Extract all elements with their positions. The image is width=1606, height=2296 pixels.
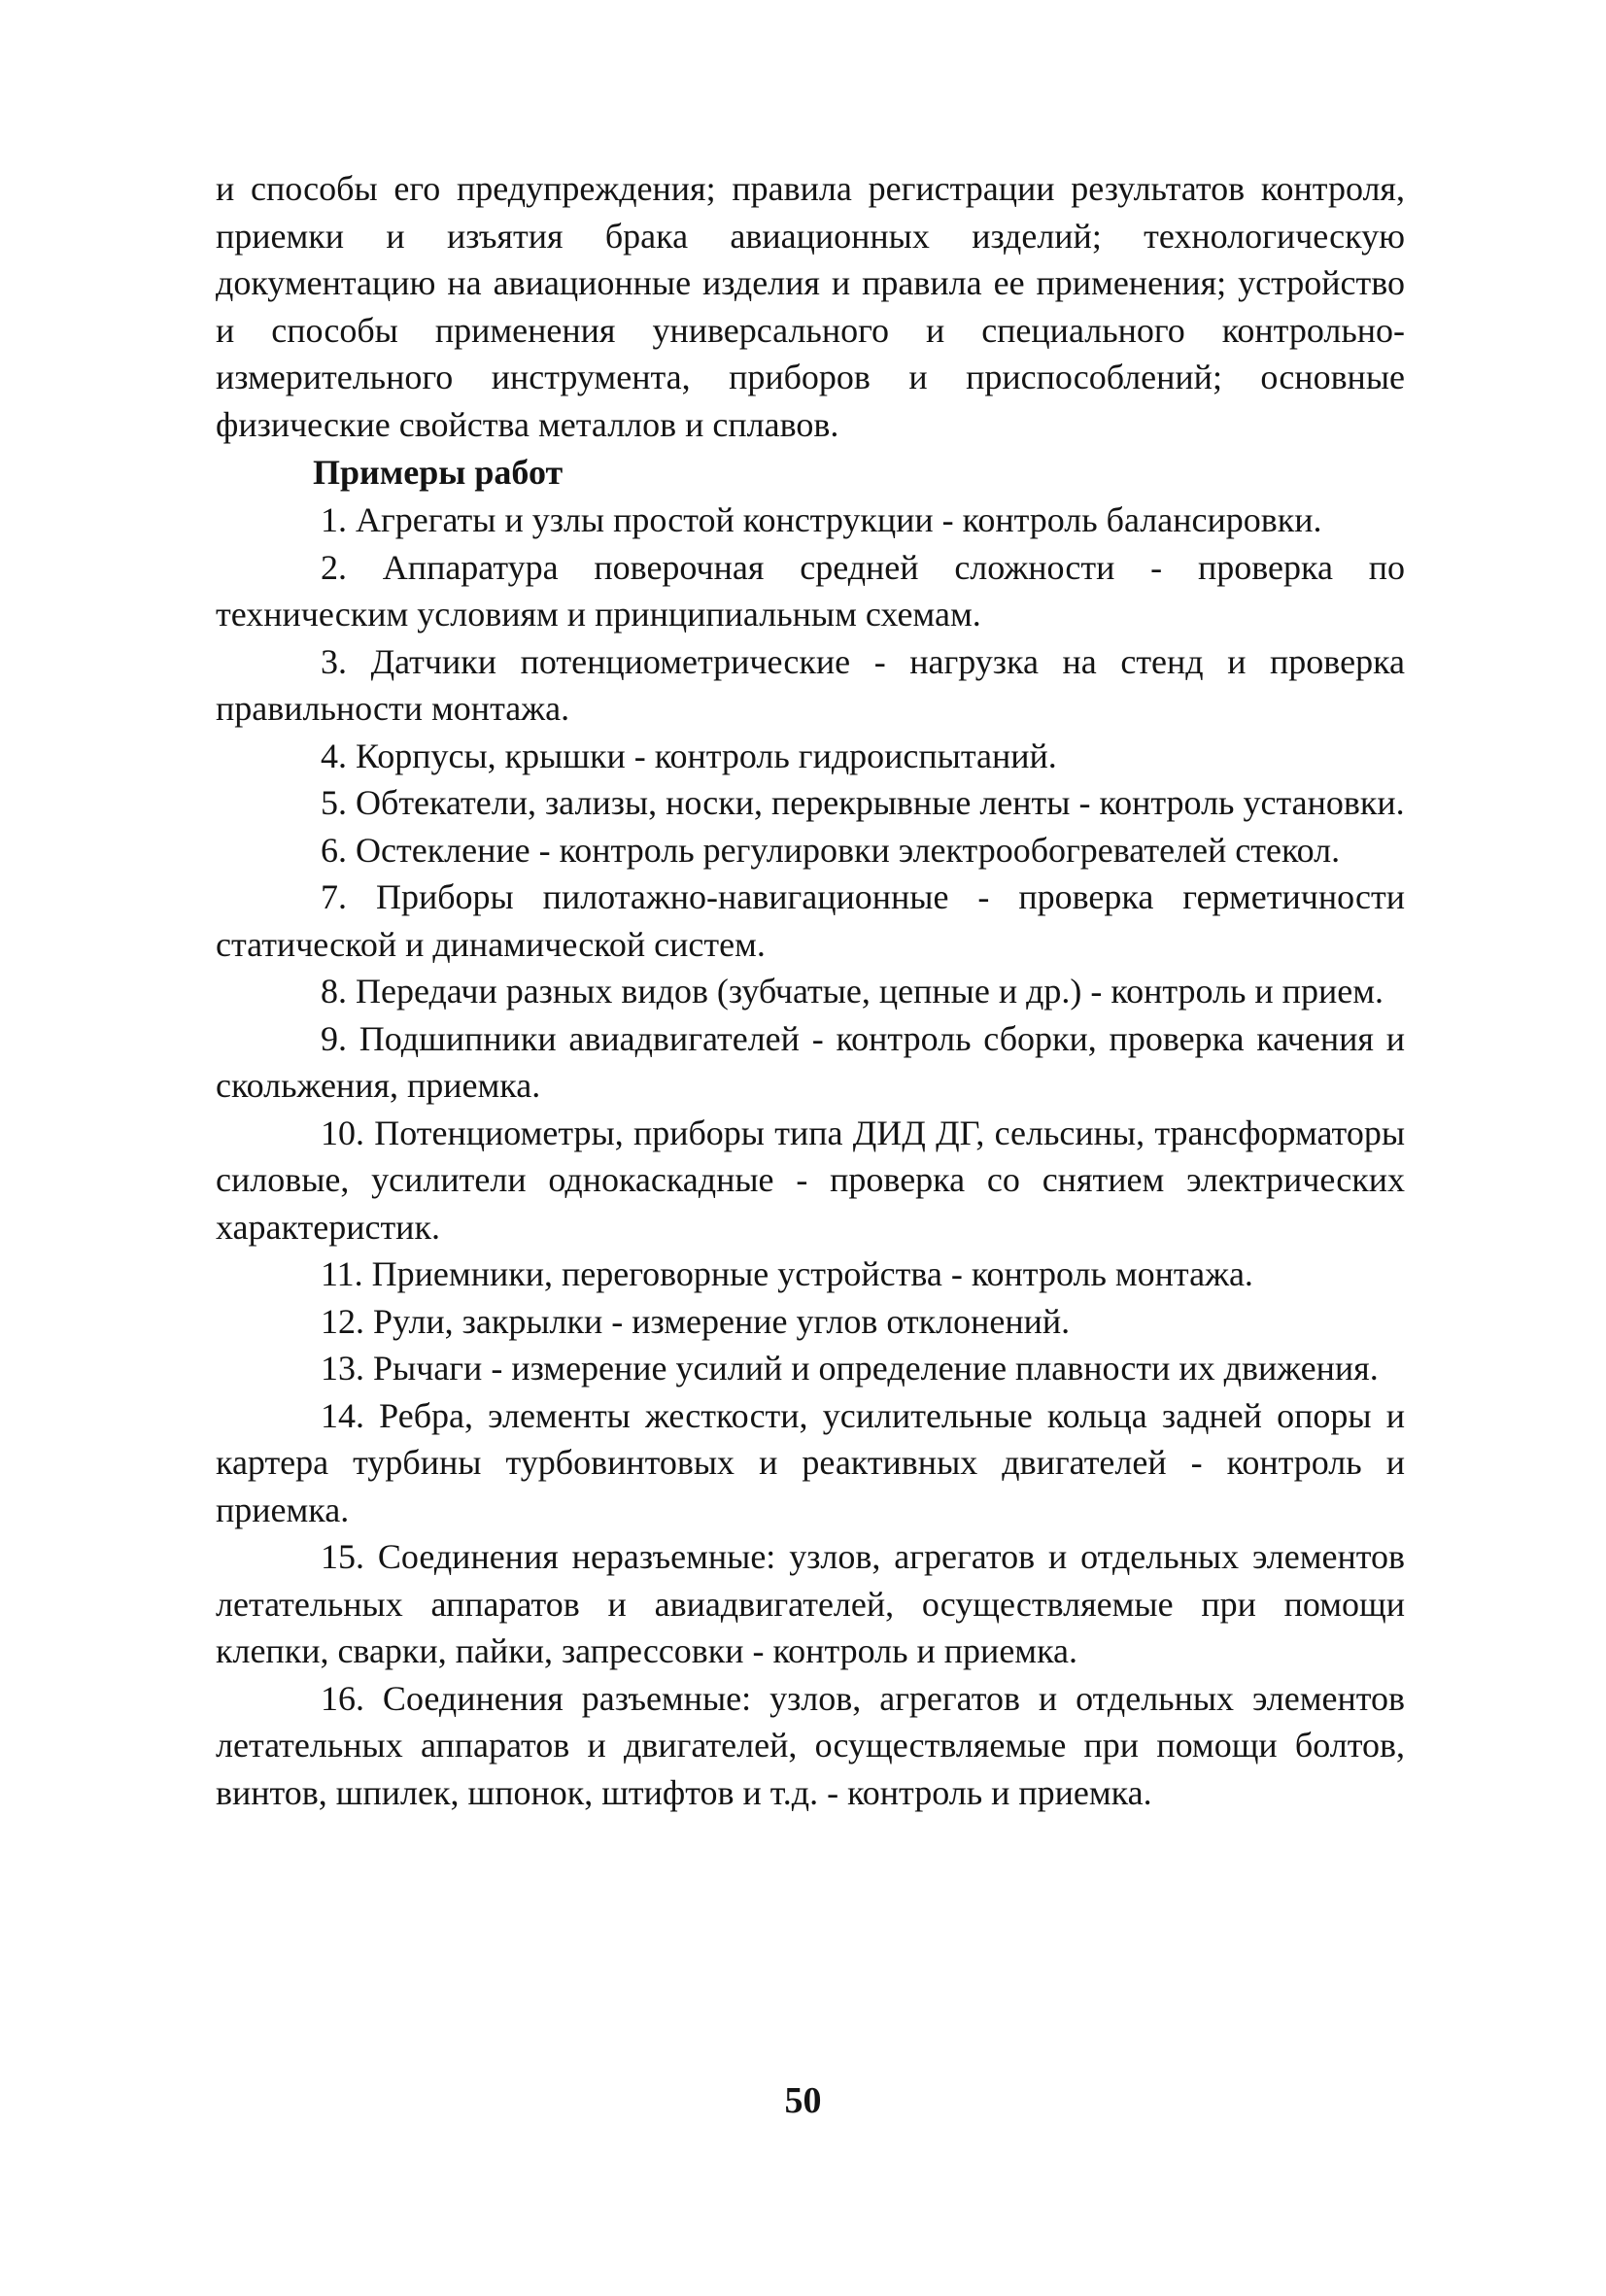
list-item: 15. Соединения неразъемные: узлов, агрегатов и отдельных элементов летательных аппаратов и авиадвигателей, осуществляемые при помощи клепки, сварки, пайки, запрессовки - контроль и приемка. xyxy=(216,1537,1405,1670)
list-item: 12. Рули, закрылки - измерение углов отклонений. xyxy=(321,1301,1071,1341)
section-heading: Примеры работ xyxy=(313,453,564,492)
list-item: 3. Датчики потенциометрические - нагрузка на стенд и проверка правильности монтажа. xyxy=(216,641,1405,728)
body-text xyxy=(216,165,1405,1816)
list-item: 14. Ребра, элементы жесткости, усилительные кольца задней опоры и картера турбины турбовинтовых и реактивных двигателей - контроль и приемка. xyxy=(216,1395,1405,1529)
list-item: 1. Агрегаты и узлы простой конструкции - контроль балансировки. xyxy=(321,500,1322,539)
list-item: 5. Обтекатели, зализы, носки, перекрывные ленты - контроль установки. xyxy=(321,783,1405,822)
list-item: 13. Рычаги - измерение усилий и определение плавности их движения. xyxy=(321,1349,1379,1388)
list-item: 16. Соединения разъемные: узлов, агрегатов и отдельных элементов летательных аппаратов и двигателей, осуществляемые при помощи болтов, винтов, шпилек, шпонок, штифтов и т.д. - контроль и приемка. xyxy=(216,1678,1405,1812)
list-item: 6. Остекление - контроль регулировки электрообогревателей стекол. xyxy=(321,830,1341,870)
page-number: 50 xyxy=(784,2080,822,2121)
list-item: 10. Потенциометры, приборы типа ДИД ДГ, сельсины, трансформаторы силовые, усилители однокаскадные - проверка со снятием электрических характеристик. xyxy=(216,1113,1405,1247)
list-item: 4. Корпусы, крышки - контроль гидроиспытаний. xyxy=(321,736,1057,775)
list-item: 2. Аппаратура поверочная средней сложности - проверка по техническим условиям и принципиальным схемам. xyxy=(216,547,1405,634)
list-item: 9. Подшипники авиадвигателей - контроль сборки, проверка качения и скольжения, приемка. xyxy=(216,1018,1405,1105)
list-item: 8. Передачи разных видов (зубчатые, цепные и др.) - контроль и прием. xyxy=(321,972,1384,1011)
list-item: 11. Приемники, переговорные устройства - контроль монтажа. xyxy=(321,1254,1253,1293)
intro-paragraph: и способы его предупреждения; правила регистрации результатов контроля, приемки и изъятия брака авиационных изделий; технологическую документацию на авиационные изделия и правила ее применения; устройство и способы применения универсального и специального контрольно-измерительного инструмента, приборов и приспособлений; основные физические свойства металлов и сплавов. xyxy=(216,169,1405,444)
list-item: 7. Приборы пилотажно-навигационные - проверка герметичности статической и динамической систем. xyxy=(216,877,1405,964)
